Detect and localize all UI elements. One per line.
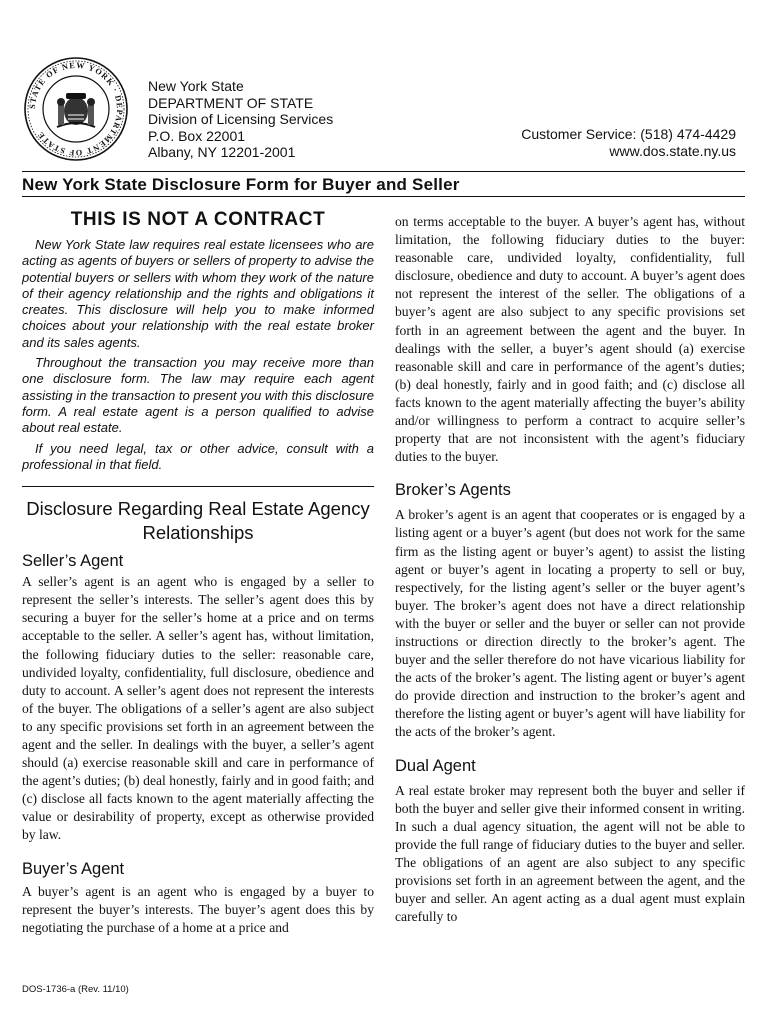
right-column bbox=[395, 213, 745, 926]
brokers-agents-text: A broker’s agent is an agent that cooperates or is engaged by a listing agent or a buyer’s agent (but does not work for the same firm as the listing agent or buyer’s agent) to assist the listing agent or buyer’s agent in locating a property to sell or buy, respectively, for the listing agent’s seller or the buyer agent’s buyer. The broker’s agent does not have a direct relationship with the buyer or seller and the buyer or seller can not provide instructions or direction directly to the broker’s agent. The buyer and the seller therefore do not have vicarious liability for the acts of the broker’s agent. The listing agent or buyer’s agent do provide direction and instruction to the broker’s agent and therefore the listing agent or buyer’s agent will have liability for the acts of the broker’s agent. bbox=[395, 507, 745, 740]
sellers-agent-text: A seller’s agent is an agent who is engaged by a seller to represent the seller’s interests. The seller’s agent does this by securing a buyer for the seller’s home at a price and on terms acceptable to the seller. A seller’s agent has, without limitation, the following fiduciary duties to the seller: reasonable care, undivided loyalty, confidentiality, full disclosure, obedience and duty to account. A seller’s agent does not represent the interests of the buyer. The obligations of a seller’s agent are also subject to any specific provisions set forth in an agreement between the agent and the seller. In dealings with the buyer, a seller’s agent should (a) exercise reasonable skill and care in performance of the agent’s duties; (b) deal honestly, fairly and in good faith; and (c) disclose all facts known to the agent materially affecting the value or desirability of property, except as otherwise provided by law. bbox=[22, 574, 374, 843]
form-number: DOS-1736-a (Rev. 11/10) bbox=[22, 984, 129, 995]
brokers-agents-heading: Broker’s Agents bbox=[395, 481, 511, 500]
header-rule-top bbox=[22, 171, 745, 172]
address-line: DEPARTMENT OF STATE bbox=[148, 94, 314, 111]
intro-paragraph: Throughout the transaction you may receive more than one disclosure form. The law may require each agent assisting in the transaction to present you with this disclosure form. A real estate agent is a person qualified to advise about real estate. bbox=[22, 355, 374, 436]
website-link[interactable]: www.dos.state.ny.us bbox=[609, 142, 736, 159]
intro-paragraph: New York State law requires real estate licensees who are acting as agents of buyers or sellers of property to advise the potential buyers or sellers with whom they work of the nature of their agency relationship and the rights and obligations it creates. This disclosure will help you to make informed choices about your relationship with the real estate broker and its sales agents. bbox=[22, 237, 374, 350]
buyers-agent-text-start: A buyer’s agent is an agent who is engaged by a buyer to represent the buyer’s interests. The buyer’s agent does this by negotiating the purchase of a home at a price and bbox=[22, 883, 374, 935]
address-line: P.O. Box 22001 bbox=[148, 127, 246, 144]
contact-info bbox=[521, 126, 736, 159]
column-rule bbox=[22, 486, 374, 487]
agency-address bbox=[148, 78, 333, 161]
intro-paragraph: If you need legal, tax or other advice, consult with a professional in that field. bbox=[22, 440, 374, 472]
state-seal bbox=[22, 55, 130, 163]
seal-ring-text: STATE OF NEW YORK · DEPARTMENT OF STATE bbox=[27, 60, 125, 158]
left-column bbox=[22, 209, 374, 937]
section-title: Disclosure Regarding Real Estate Agency Relationships bbox=[26, 498, 370, 544]
seal-icon bbox=[22, 55, 130, 163]
customer-service: Customer Service: (518) 474-4429 bbox=[521, 126, 736, 142]
form-title: New York State Disclosure Form for Buyer and Seller bbox=[22, 175, 460, 194]
buyers-agent-text-continued: on terms acceptable to the buyer. A buyer’s agent has, without limitation, the following fiduciary duties to the buyer: reasonable care, undivided loyalty, confidentiality, full disclosure, obedience and duty to account. A buyer’s agent does not represent the interest of the seller. The obligations of a buyer’s agent are also subject to any specific provisions set forth in an agreement between the agent and the buyer. In dealings with the seller, a buyer’s agent should (a) exercise reasonable skill and care in performance of the agent’s duties; (b) deal honestly, fairly and in good faith; and (c) disclose all facts known to the agent materially affecting the buyer’s ability and/or willingness to perform a contract to acquire seller’s property that are not inconsistent with the agent’s fiduciary duties to the buyer. bbox=[395, 214, 745, 465]
sellers-agent-heading: Seller’s Agent bbox=[22, 552, 124, 571]
address-line: Albany, NY 12201-2001 bbox=[148, 144, 296, 160]
address-line: New York State bbox=[148, 78, 244, 94]
dual-agent-heading: Dual Agent bbox=[395, 756, 476, 775]
dual-agent-text: A real estate broker may represent both the buyer and seller if both the buyer and seller give their informed consent in writing. In such a dual agency situation, the agent will not be able to provide the full range of fiduciary duties to the buyer and seller. The obligations of an agent are also subject to any specific provisions set forth in an agreement between the agent, and the buyer and seller. An agent acting as a dual agent must explain carefully to bbox=[395, 782, 745, 925]
header-rule-bottom bbox=[22, 196, 745, 197]
address-line: Division of Licensing Services bbox=[148, 111, 334, 127]
buyers-agent-heading: Buyer’s Agent bbox=[22, 859, 125, 878]
not-contract-heading: THIS IS NOT A CONTRACT bbox=[70, 209, 326, 230]
